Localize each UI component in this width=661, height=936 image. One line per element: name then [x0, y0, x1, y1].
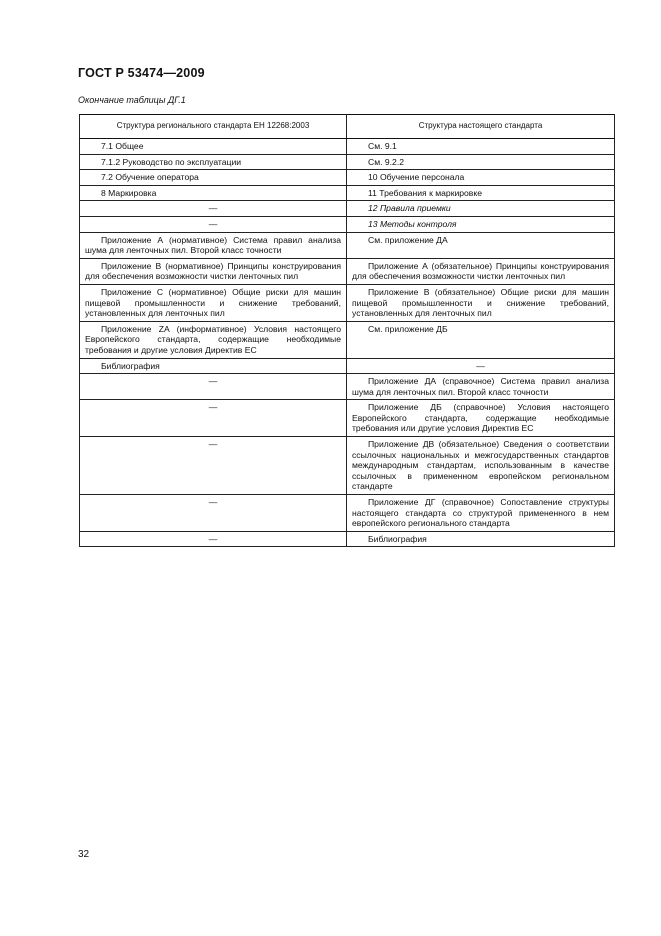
- cell-regional: [80, 185, 347, 201]
- cell-national: [347, 216, 615, 232]
- cell-regional: —: [80, 531, 347, 547]
- cell-regional: [80, 232, 347, 258]
- cell-regional: —: [80, 374, 347, 400]
- page-number: 32: [78, 849, 90, 860]
- column-header-national: Структура настоящего стандарта: [347, 115, 615, 139]
- cell-text: Приложение ДВ (обязательное) Сведения о соответствии ссылочных национальных и межгосударственных стандартов международным стандартам, использованным в качестве ссылочных в примененном европейском региональном стандарте: [352, 439, 609, 492]
- table-row: [80, 201, 615, 217]
- table-row: [80, 216, 615, 232]
- cell-text: Приложение А (нормативное) Система правил анализа шума для ленточных пил. Второй класс точности: [85, 234, 341, 256]
- cell-national: [347, 284, 615, 321]
- table-row: [80, 170, 615, 186]
- cell-national: [347, 437, 615, 495]
- cell-text: Приложение ДА (справочное) Система правил анализа шума для ленточных пил. Второй класс точности: [352, 376, 609, 397]
- cell-text: Приложение ДБ (справочное) Условия настоящего Европейского стандарта, содержащие необходимые требования или другие условия Директив ЕС: [352, 402, 609, 434]
- cell-national: —: [347, 358, 615, 374]
- cell-text: 7.1 Общее: [101, 141, 144, 151]
- cell-national: [347, 170, 615, 186]
- cell-text: См. 9.1: [368, 141, 397, 151]
- column-header-regional: Структура регионального стандарта ЕН 12268:2003: [80, 115, 347, 139]
- cell-text: См. приложение ДА: [368, 234, 448, 245]
- cell-text: 7.1.2 Руководство по эксплуатации: [101, 156, 242, 167]
- cell-national: [347, 258, 615, 284]
- table-row: [80, 258, 615, 284]
- table-caption: Окончание таблицы ДГ.1: [78, 95, 186, 105]
- table-row: [80, 374, 615, 400]
- cell-regional: [80, 258, 347, 284]
- document-header: ГОСТ Р 53474—2009: [78, 66, 205, 80]
- table-row: [80, 154, 615, 170]
- cell-regional: [80, 170, 347, 186]
- cell-text: Приложение В (нормативное) Принципы конструирования для обеспечения возможности чистки ленточных пил: [85, 260, 341, 282]
- cell-text: См. 9.2.2: [368, 156, 405, 167]
- cell-national: [347, 185, 615, 201]
- cell-text: Приложение ZA (информативное) Условия настоящего Европейского стандарта, содержащие необходимые требования и другие условия Директив ЕС: [85, 323, 341, 355]
- cell-national: [347, 321, 615, 358]
- table-row: [80, 232, 615, 258]
- cell-regional: —: [80, 201, 347, 217]
- cell-regional: [80, 284, 347, 321]
- cell-text: 12 Правила приемки: [368, 203, 451, 214]
- cell-text: Приложение А (обязательное) Принципы конструирования для обеспечения возможности чистки ленточных пил: [352, 260, 609, 282]
- table-header-row: [80, 115, 615, 139]
- cell-national: [347, 154, 615, 170]
- cell-text: 8 Маркировка: [101, 187, 157, 198]
- cell-regional: [80, 154, 347, 170]
- cell-national: [347, 201, 615, 217]
- cell-regional: [80, 321, 347, 358]
- cell-national: [347, 139, 615, 155]
- table-row: [80, 531, 615, 547]
- table-row: [80, 284, 615, 321]
- cell-regional: —: [80, 400, 347, 437]
- cell-regional: —: [80, 216, 347, 232]
- cell-regional: —: [80, 495, 347, 532]
- cell-regional: [80, 358, 347, 374]
- cell-national: [347, 232, 615, 258]
- table-row: [80, 139, 615, 155]
- cell-text: Библиография: [101, 360, 160, 371]
- cell-text: 13 Методы контроля: [368, 218, 457, 229]
- cell-regional: —: [80, 437, 347, 495]
- structure-comparison-table: [79, 114, 615, 547]
- cell-national: [347, 531, 615, 547]
- cell-text: Приложение С (нормативное) Общие риски для машин пищевой промышленности и снижение требований, установленных для ленточных пил: [85, 286, 341, 319]
- cell-text: 11 Требования к маркировке: [368, 187, 483, 198]
- cell-text: 7.2 Обучение оператора: [101, 172, 199, 183]
- cell-text: См. приложение ДБ: [368, 323, 448, 334]
- cell-national: [347, 400, 615, 437]
- cell-text: Приложение ДГ (справочное) Сопоставление структуры настоящего стандарта со структурой примененного в нем европейского регионального стандарта: [352, 497, 609, 529]
- cell-national: [347, 495, 615, 532]
- cell-national: [347, 374, 615, 400]
- table-row: [80, 495, 615, 532]
- cell-text: Приложение В (обязательное) Общие риски для машин пищевой промышленности и снижение требований, установленных для ленточных пил: [352, 286, 609, 319]
- cell-regional: [80, 139, 347, 155]
- table-row: [80, 185, 615, 201]
- table-row: [80, 358, 615, 374]
- cell-text: Библиография: [368, 533, 427, 544]
- table-row: [80, 321, 615, 358]
- table-row: [80, 437, 615, 495]
- table-row: [80, 400, 615, 437]
- cell-text: 10 Обучение персонала: [368, 172, 465, 183]
